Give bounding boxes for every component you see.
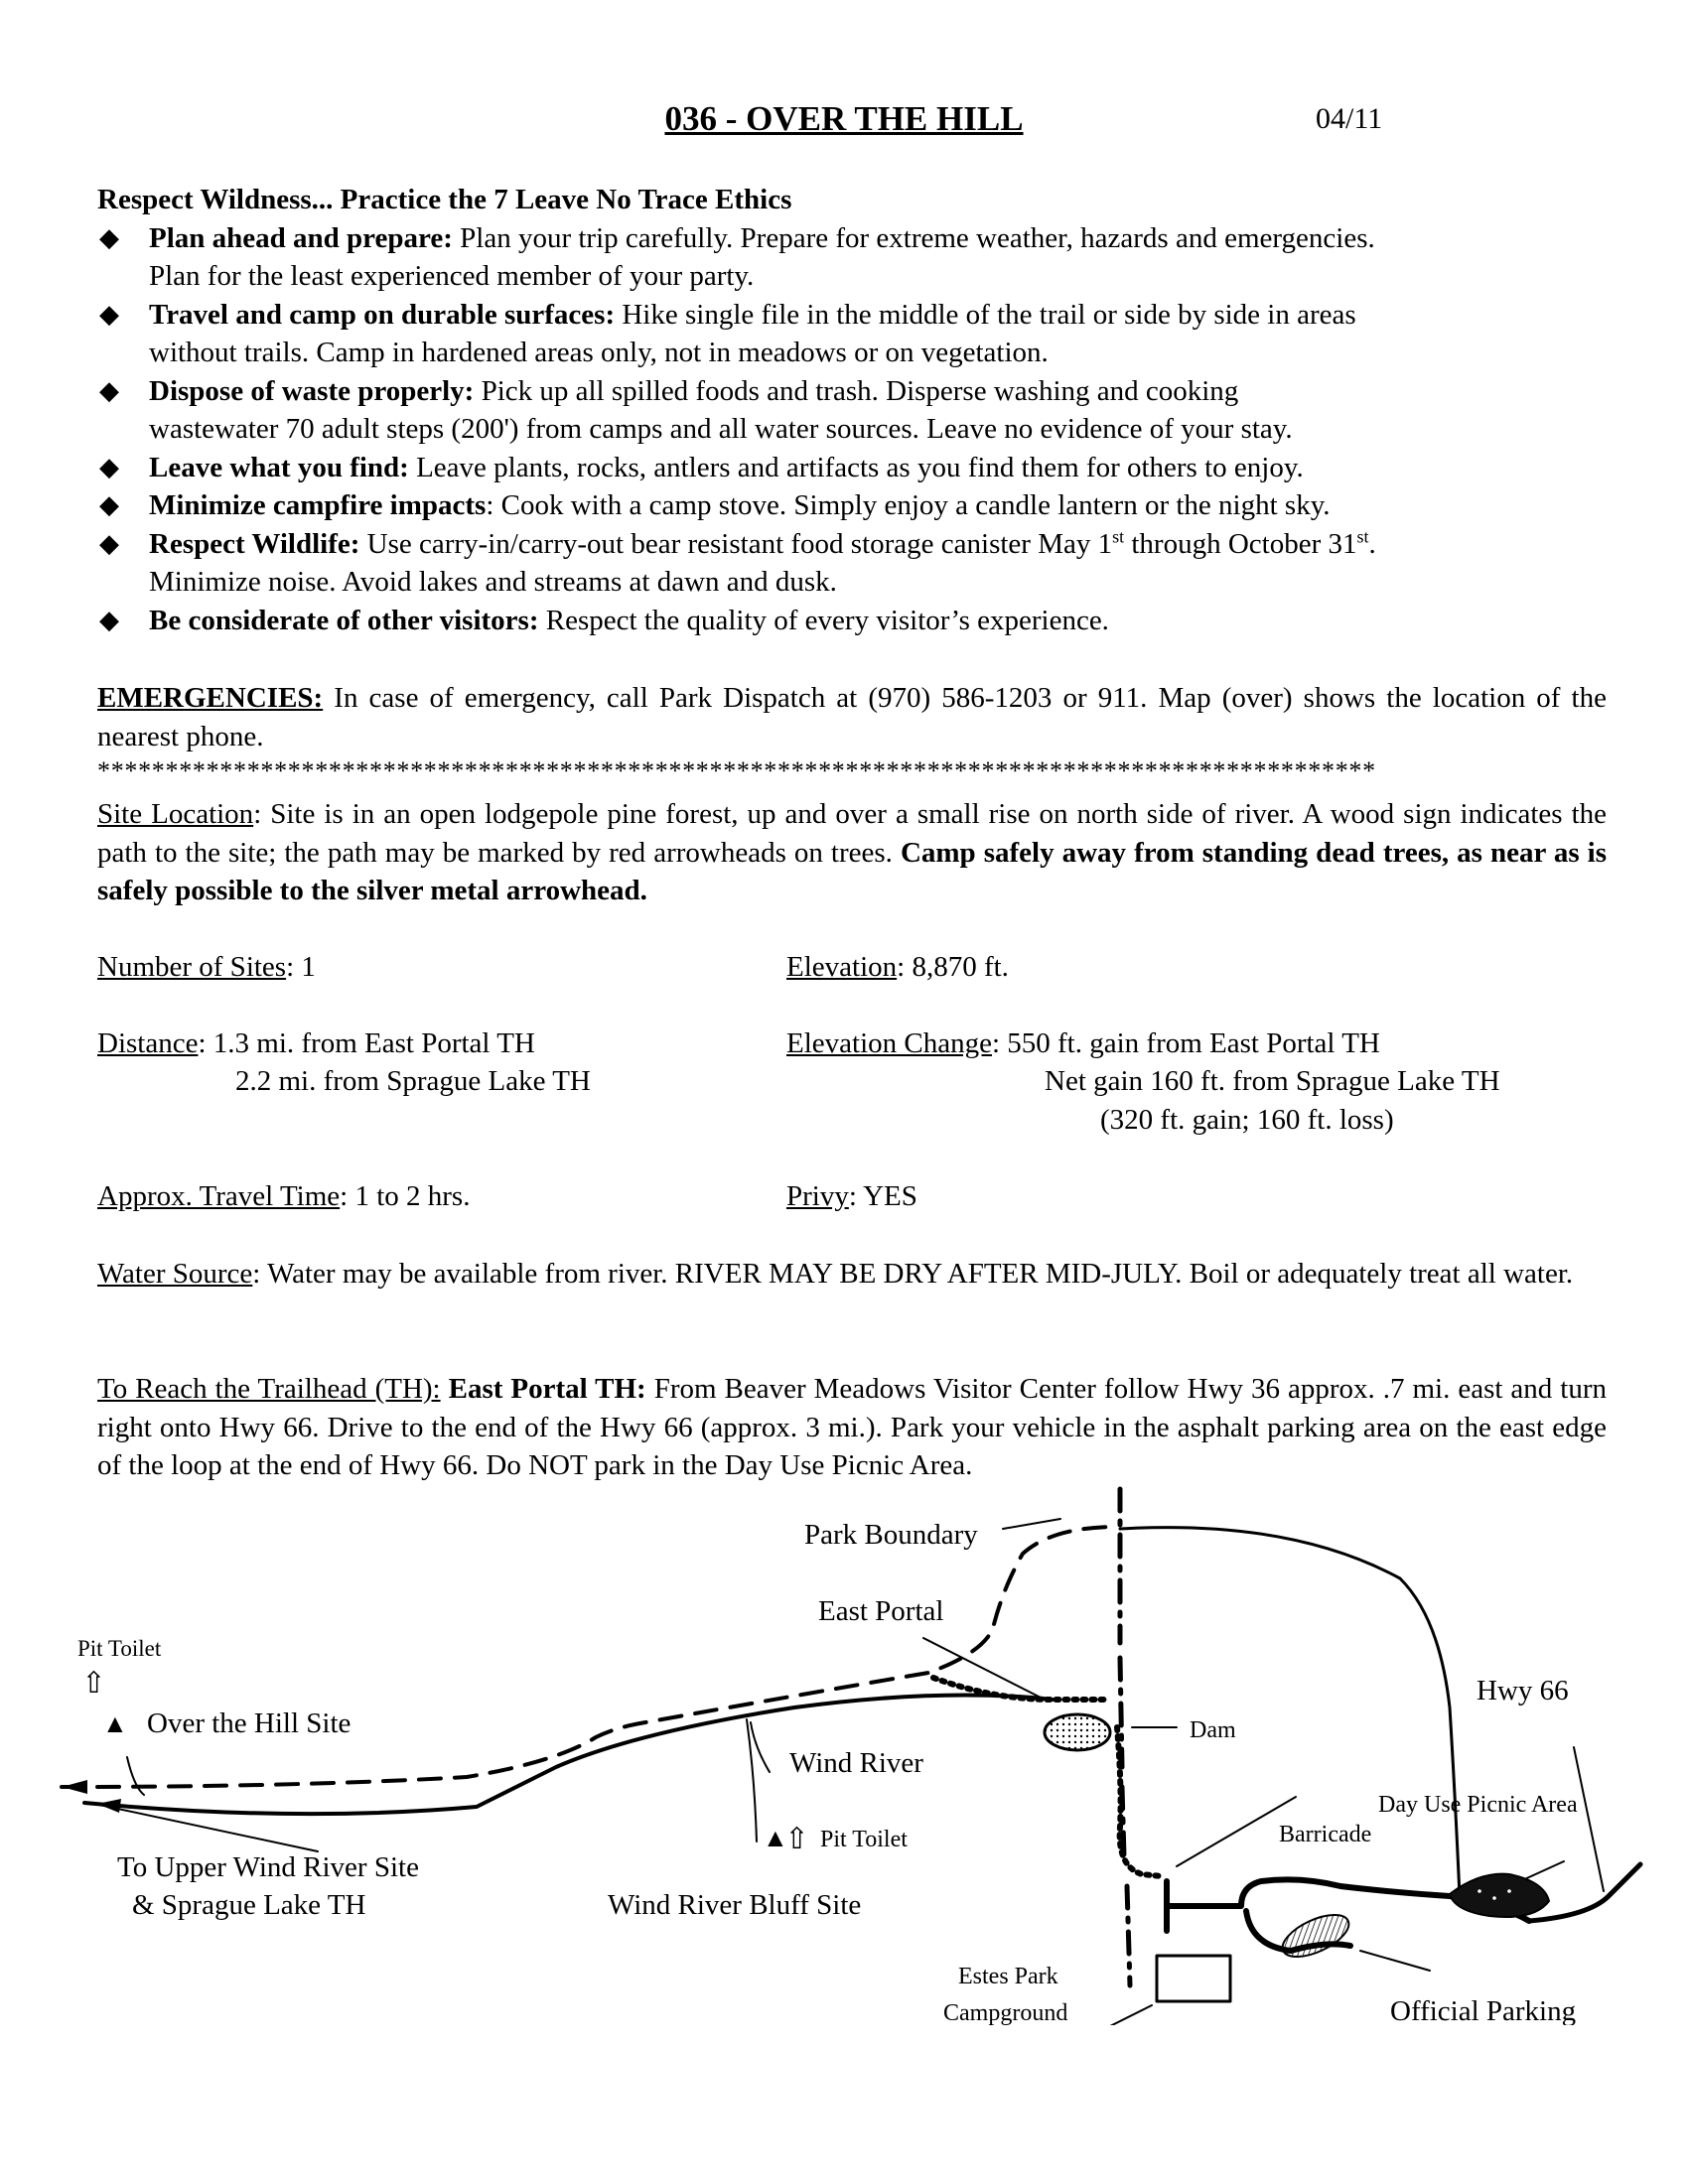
list-item: ◆ Be considerate of other visitors: Respect the quality of every visitor’s experience.	[97, 602, 1607, 640]
list-item: ◆ Dispose of waste properly: Pick up all spilled foods and trash. Disperse washing and cooking wastewater 70 adult steps (200') from camps and all water sources. Leave no evidence of your stay.	[97, 372, 1607, 449]
diamond-bullet-icon: ◆	[99, 528, 119, 558]
campsite-icon: ▲	[102, 1709, 128, 1738]
estes-park-label: Estes Park	[958, 1964, 1058, 1989]
over-the-hill-label: Over the Hill Site	[147, 1707, 352, 1739]
site-location-section: Site Location: Site is in an open lodgepole pine forest, up and over a small rise on north side of river. A wood sign indicates the path to the site; the path may be marked by red arrowheads on trees. Camp safely away from standing dead trees, as near as is safely possible to the silver metal arrowhead.	[97, 798, 1608, 906]
campground-label: Campground	[943, 2000, 1068, 2025]
pit-toilet-icon: ⇧	[784, 1823, 810, 1855]
water-source-section: Water Source: Water may be available from river. RIVER MAY BE DRY AFTER MID-JULY. Boil or adequately treat all water.	[97, 1258, 1574, 1290]
page-title: 036 - OVER THE HILL	[664, 99, 1024, 138]
diamond-bullet-icon: ◆	[99, 299, 119, 329]
distance: Distance: 1.3 mi. from East Portal TH	[97, 1027, 535, 1059]
elevation: Elevation: 8,870 ft.	[786, 951, 1009, 983]
pit-toilet-label: Pit Toilet	[820, 1827, 908, 1852]
emergencies-text: In case of emergency, call Park Dispatch at (970) 586-1203 or 911. Map (over) shows the location of the nearest phone.	[97, 682, 1607, 752]
picnic-area	[1450, 1874, 1549, 1917]
travel-time: Approx. Travel Time: 1 to 2 hrs.	[97, 1180, 471, 1212]
diamond-bullet-icon: ◆	[99, 605, 119, 634]
diamond-bullet-icon: ◆	[99, 452, 119, 481]
official-parking-label: Official Parking	[1390, 1995, 1577, 2025]
privy: Privy: YES	[786, 1180, 917, 1212]
elevation-change: Elevation Change: 550 ft. gain from East Portal TH	[786, 1027, 1380, 1059]
elevation-change-line-2: Net gain 160 ft. from Sprague Lake TH	[1045, 1065, 1500, 1097]
diamond-bullet-icon: ◆	[99, 222, 119, 252]
emergencies-section	[97, 679, 1607, 755]
list-item: ◆ Leave what you find: Leave plants, rocks, antlers and artifacts as you find them for others to enjoy.	[97, 449, 1607, 487]
pit-toilet-label: Pit Toilet	[77, 1636, 162, 1661]
campground-box	[1157, 1956, 1230, 2001]
dam-label: Dam	[1190, 1717, 1236, 1743]
sites-count: Number of Sites: 1	[97, 951, 316, 983]
park-boundary-line	[1120, 1489, 1130, 1985]
separator-line: **********************************************************************************************	[97, 756, 1376, 785]
lnt-section	[97, 181, 1607, 639]
emergencies-label: EMERGENCIES:	[97, 682, 324, 714]
trail-map	[0, 1469, 1688, 2025]
wind-river-label: Wind River	[789, 1747, 923, 1779]
campsite-icon: ▲	[763, 1824, 788, 1852]
trailhead-section: To Reach the Trailhead (TH): East Portal TH: From Beaver Meadows Visitor Center follow Hwy 36 approx. .7 mi. east and turn right onto Hwy 66. Drive to the end of the Hwy 66 (approx. 3 mi.). Park your vehicle in the asphalt parking area on the east edge of the loop at the end of Hwy 66. Do NOT park in the Day Use Picnic Area.	[97, 1373, 1607, 1481]
diamond-bullet-icon: ◆	[99, 490, 119, 519]
official-parking-area	[1277, 1906, 1355, 1965]
list-item: ◆ Minimize campfire impacts: Cook with a camp stove. Simply enjoy a candle lantern or the night sky.	[97, 486, 1607, 525]
lnt-list	[97, 219, 1607, 640]
elevation-change-line-3: (320 ft. gain; 160 ft. loss)	[1100, 1104, 1394, 1136]
distance-line-2: 2.2 mi. from Sprague Lake TH	[235, 1065, 591, 1097]
hwy-66-label: Hwy 66	[1477, 1675, 1569, 1706]
arrow-left-icon	[62, 1780, 87, 1794]
east-portal-label: East Portal	[818, 1595, 944, 1627]
bluff-site-label: Wind River Bluff Site	[608, 1889, 862, 1921]
pit-toilet-icon: ⇧	[81, 1667, 107, 1700]
list-item: ◆ Travel and camp on durable surfaces: Hike single file in the middle of the trail or side by side in areas without trails. Camp in hardened areas only, not in meadows or on vegetation.	[97, 296, 1607, 372]
diamond-bullet-icon: ◆	[99, 375, 119, 405]
revision-date: 04/11	[1316, 102, 1383, 135]
list-item: ◆ Plan ahead and prepare: Plan your trip carefully. Prepare for extreme weather, hazards and emergencies. Plan for the least experienced member of your party.	[97, 219, 1607, 296]
lnt-heading: Respect Wildness... Practice the 7 Leave No Trace Ethics	[97, 184, 792, 215]
to-upper-label-2: & Sprague Lake TH	[132, 1889, 366, 1921]
barricade-label: Barricade	[1279, 1822, 1372, 1847]
list-item: ◆ Respect Wildlife: Use carry-in/carry-out bear resistant food storage canister May 1st through October 31st. Minimize noise. Avoid lakes and streams at dawn and dusk.	[99, 525, 1376, 598]
to-upper-label: To Upper Wind River Site	[117, 1851, 419, 1883]
day-use-label: Day Use Picnic Area	[1378, 1792, 1578, 1818]
park-boundary-label: Park Boundary	[804, 1519, 978, 1551]
dam-pond	[1045, 1714, 1110, 1750]
